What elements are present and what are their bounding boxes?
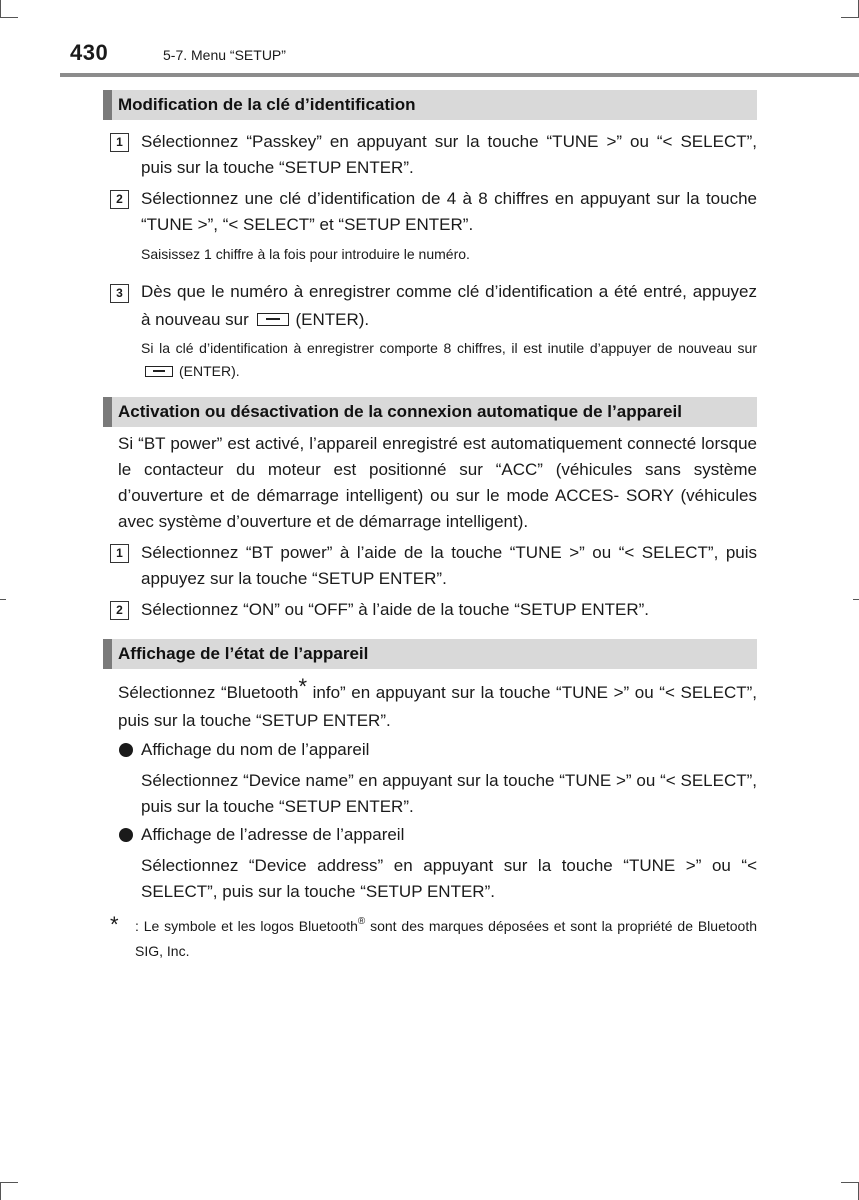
intro-text: Sélectionnez “Bluetooth: [118, 683, 299, 702]
step-number: 3: [110, 284, 129, 303]
footnote-text: : Le symbole et les logos Bluetooth: [135, 918, 358, 934]
bullet-title: Affichage du nom de l’appareil: [141, 740, 370, 759]
section-heading-status: Affichage de l’état de l’appareil: [103, 639, 757, 669]
step-text: Sélectionnez “ON” ou “OFF” à l’aide de la touche “SETUP ENTER”.: [141, 600, 649, 619]
bullet-item: [103, 737, 757, 763]
step-item: [103, 540, 757, 592]
footnote: [103, 912, 757, 963]
bullet-item: [103, 822, 757, 848]
registered-mark: ®: [357, 916, 366, 927]
page-header: [0, 0, 859, 80]
step-text: Sélectionnez “BT power” à l’aide de la touche “TUNE >” ou “< SELECT”, puis appuyez sur la touche “SETUP ENTER”.: [141, 543, 757, 588]
bullet-icon: [119, 743, 133, 757]
note-text-suffix: (ENTER).: [179, 363, 240, 379]
step-number: 2: [110, 601, 129, 620]
header-rule: [60, 73, 859, 77]
step-text-suffix: (ENTER).: [295, 310, 370, 329]
step-item: [103, 129, 757, 181]
step-note: [103, 337, 757, 383]
step-item: [103, 278, 757, 334]
enter-button-icon: [145, 366, 173, 377]
section-intro: Si “BT power” est activé, l’appareil enregistré est automatiquement connecté lorsque le contacteur du moteur est positionné sur “ACC” (véhicules sans système d’ouverture et de démarrage intelligent) ou sur le mode ACCES- SORY (véhicules avec système d’ouverture et de démarrage intelligent).: [118, 434, 757, 531]
bullet-icon: [119, 828, 133, 842]
note-text: Si la clé d’identification à enregistrer comporte 8 chiffres, il est inutile d’appuyer de nouveau sur: [141, 340, 757, 356]
section-intro: [103, 674, 757, 735]
page-number: 430: [70, 40, 109, 65]
bullet-body: Sélectionnez “Device name” en appuyant sur la touche “TUNE >” ou “< SELECT”, puis sur la touche “SETUP ENTER”.: [141, 771, 757, 816]
enter-button-icon: [257, 313, 289, 326]
crop-mark: [841, 1182, 859, 1183]
step-text: Dès que le numéro à enregistrer comme clé d’identification a été entré, appuyez à nouveau sur: [141, 282, 757, 329]
page-content: [103, 90, 757, 963]
crop-mark: [0, 1182, 1, 1200]
section-heading-passkey: Modification de la clé d’identification: [103, 90, 757, 120]
footnote-marker: *: [298, 674, 308, 699]
crop-mark: [853, 599, 859, 600]
step-number: 1: [110, 133, 129, 152]
step-text: Sélectionnez une clé d’identification de 4 à 8 chiffres en appuyant sur la touche “TUNE >”, “< SELECT” et “SETUP ENTER”.: [141, 189, 757, 234]
crop-mark: [0, 599, 6, 600]
step-text: Sélectionnez “Passkey” en appuyant sur la touche “TUNE >” ou “< SELECT”, puis sur la touche “SETUP ENTER”.: [141, 132, 757, 177]
step-note: Saisissez 1 chiffre à la fois pour introduire le numéro.: [141, 246, 470, 262]
step-item: [103, 597, 757, 623]
step-item: [103, 186, 757, 238]
crop-mark: [0, 1182, 18, 1183]
intro-text-rest: info” en appuyant sur la touche “TUNE >” ou “< SELECT”, puis sur la touche “SETUP ENTER”.: [118, 683, 757, 730]
section-reference: 5-7. Menu “SETUP”: [163, 47, 286, 63]
footnote-star: *: [110, 912, 119, 937]
step-number: 2: [110, 190, 129, 209]
bullet-body: Sélectionnez “Device address” en appuyant sur la touche “TUNE >” ou “< SELECT”, puis sur la touche “SETUP ENTER”.: [141, 856, 757, 901]
bullet-title: Affichage de l’adresse de l’appareil: [141, 825, 405, 844]
footnote-text-rest: sont des marques déposées et sont la propriété de Bluetooth SIG, Inc.: [135, 918, 757, 959]
section-heading-auto-connect: Activation ou désactivation de la connexion automatique de l’appareil: [103, 397, 757, 427]
step-number: 1: [110, 544, 129, 563]
